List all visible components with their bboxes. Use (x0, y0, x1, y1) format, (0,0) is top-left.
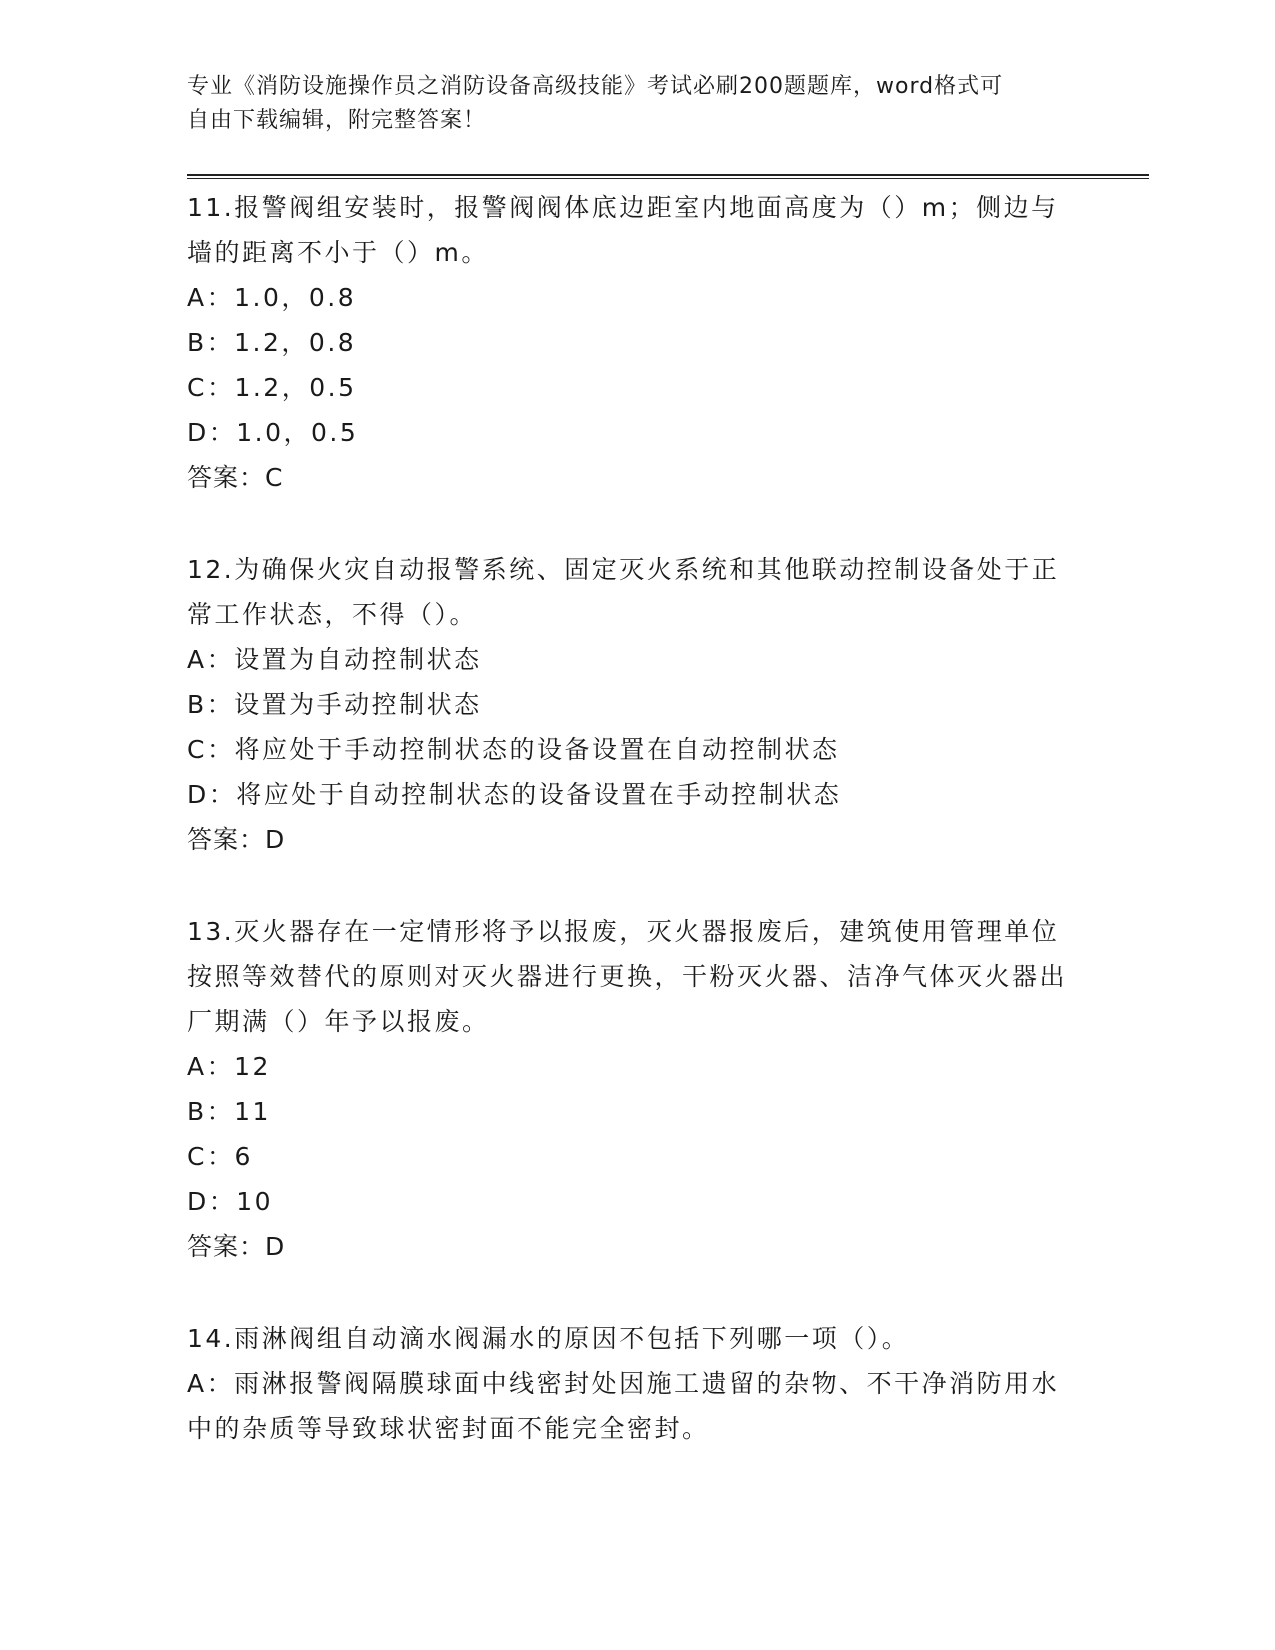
document-header (187, 70, 1067, 138)
question-14 (187, 1316, 1147, 1451)
option-c: C：1.2，0.5 (187, 373, 357, 402)
option-d: D：1.0，0.5 (187, 418, 359, 447)
question-11 (187, 185, 1147, 500)
option-c: C：将应处于手动控制状态的设备设置在自动控制状态 (187, 735, 840, 764)
question-stem: 14.雨淋阀组自动滴水阀漏水的原因不包括下列哪一项（）。 (187, 1324, 910, 1353)
option-d: D：10 (187, 1187, 274, 1216)
answer: 答案：D (187, 1232, 286, 1261)
answer: 答案：C (187, 463, 284, 492)
answer: 答案：D (187, 825, 286, 854)
option-b: B：设置为手动控制状态 (187, 690, 482, 719)
question-stem: 13.灭火器存在一定情形将予以报废，灭火器报废后，建筑使用管理单位按照等效替代的原则对灭火器进行更换，干粉灭火器、洁净气体灭火器出厂期满（）年予以报废。 (187, 917, 1068, 1036)
option-b: B：11 (187, 1097, 271, 1126)
question-stem: 11.报警阀组安装时，报警阀阀体底边距室内地面高度为（）m；侧边与墙的距离不小于（）m。 (187, 193, 1059, 267)
header-line-1: 专业《消防设施操作员之消防设备高级技能》考试必刷200题题库，word格式可 (187, 74, 1004, 99)
option-a: A：雨淋报警阀隔膜球面中线密封处因施工遗留的杂物、不干净消防用水中的杂质等导致球状密封面不能完全密封。 (187, 1369, 1060, 1443)
option-a: A：12 (187, 1052, 271, 1081)
question-stem: 12.为确保火灾自动报警系统、固定灭火系统和其他联动控制设备处于正常工作状态，不得（）。 (187, 555, 1060, 629)
option-a: A：1.0，0.8 (187, 283, 357, 312)
header-divider (187, 174, 1149, 179)
option-d: D：将应处于自动控制状态的设备设置在手动控制状态 (187, 780, 842, 809)
question-13 (187, 909, 1147, 1269)
option-a: A：设置为自动控制状态 (187, 645, 482, 674)
option-c: C：6 (187, 1142, 253, 1171)
header-line-2: 自由下载编辑，附完整答案！ (187, 108, 487, 133)
question-list (187, 185, 1147, 1451)
option-b: B：1.2，0.8 (187, 328, 357, 357)
question-12 (187, 547, 1147, 862)
document-page (187, 70, 1147, 1498)
